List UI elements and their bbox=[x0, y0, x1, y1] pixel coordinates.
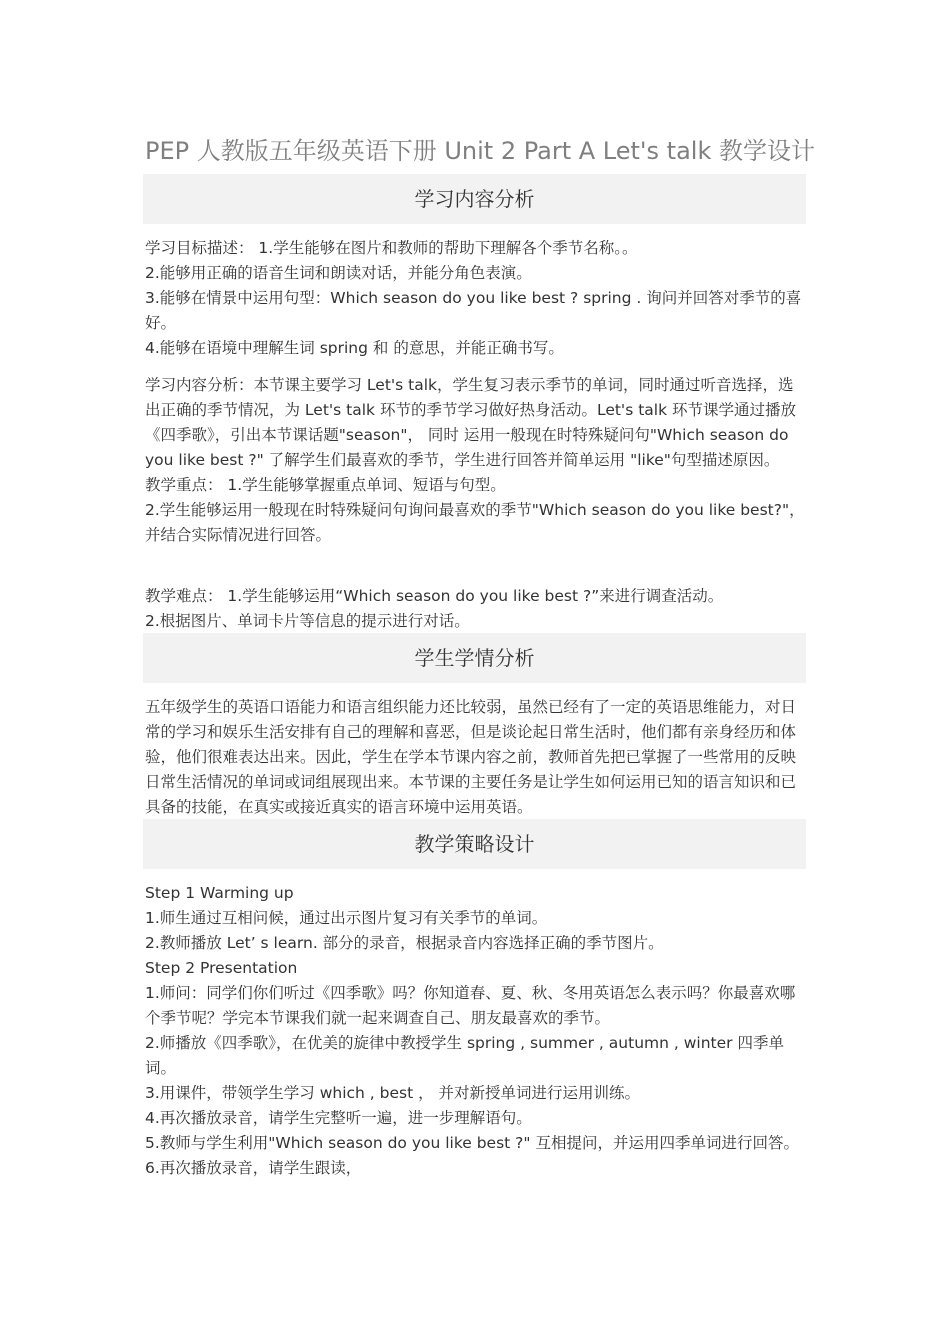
paragraph: 五年级学生的英语口语能力和语言组织能力还比较弱，虽然已经有了一定的英语思维能力，对日常的学习和娱乐生活安排有自己的理解和喜恶，但是谈论起日常生活时，他们都有亲身经历和体验，他们很难表达出来。因此，学生在学本节课内容之前，教师首先把已掌握了一些常用的反映日常生活情况的单词或词组展现出来。本节课的主要任务是让学生如何运用已知的语言知识和已具备的技能，在真实或接近真实的语言环境中运用英语。 bbox=[145, 698, 797, 816]
paragraph: 2.能够用正确的语音生词和朗读对话，并能分角色表演。 bbox=[145, 264, 532, 282]
teaching-difficulties-block bbox=[145, 584, 807, 634]
step-heading: Step 2 Presentation bbox=[145, 959, 298, 977]
paragraph: 6.再次播放录音，请学生跟读， bbox=[145, 1159, 362, 1177]
document-title: PEP 人教版五年级英语下册 Unit 2 Part A Let's talk 教学设计 bbox=[145, 137, 815, 165]
teaching-steps-block bbox=[145, 881, 807, 1181]
section-heading-student-analysis: 学生学情分析 bbox=[143, 633, 806, 683]
paragraph: 3.用课件，带领学生学习 which , best ， 并对新授单词进行运用训练。 bbox=[145, 1084, 641, 1102]
paragraph: 1.师生通过互相问候，通过出示图片复习有关季节的单词。 bbox=[145, 909, 548, 927]
section-heading-content-analysis: 学习内容分析 bbox=[143, 174, 806, 224]
paragraph: 1.师问：同学们你们听过《四季歌》吗？你知道春、夏、秋、冬用英语怎么表示吗？你最喜欢哪个季节呢？学完本节课我们就一起来调查自己、朋友最喜欢的季节。 bbox=[145, 984, 796, 1027]
paragraph: 4.再次播放录音，请学生完整听一遍，进一步理解语句。 bbox=[145, 1109, 532, 1127]
paragraph: 4.能够在语境中理解生词 spring 和 的意思，并能正确书写。 bbox=[145, 339, 564, 357]
learning-objectives-block bbox=[145, 236, 807, 361]
paragraph: 5.教师与学生利用"Which season do you like best ?" 互相提问，并运用四季单词进行回答。 bbox=[145, 1134, 799, 1152]
paragraph: 教学重点： 1.学生能够掌握重点单词、短语与句型。 bbox=[145, 476, 506, 494]
paragraph: 2.学生能够运用一般现在时特殊疑问句询问最喜欢的季节"Which season do you like best?"，并结合实际情况进行回答。 bbox=[145, 501, 805, 544]
content-analysis-block bbox=[145, 373, 807, 548]
paragraph: 学习目标描述： 1.学生能够在图片和教师的帮助下理解各个季节名称。。 bbox=[145, 239, 638, 257]
paragraph: 2.师播放《四季歌》，在优美的旋律中教授学生 spring , summer , autumn , winter 四季单词。 bbox=[145, 1034, 784, 1077]
paragraph: 2.教师播放 Let’ s learn. 部分的录音，根据录音内容选择正确的季节图片。 bbox=[145, 934, 664, 952]
paragraph: 2.根据图片、单词卡片等信息的提示进行对话。 bbox=[145, 612, 470, 630]
student-analysis-block bbox=[145, 695, 807, 820]
paragraph: 学习内容分析：本节课主要学习 Let's talk，学生复习表示季节的单词，同时通过听音选择，选出正确的季节情况，为 Let's talk 环节的季节学习做好热身活动。Let's talk 环节课学通过播放《四季歌》，引出本节课话题"season"， 同时 运用一般现在时特殊疑问句"Which season do you like best ?" 了解学生们最喜欢的季节，学生进行回答并简单运用 "like"句型描述原因。 bbox=[145, 376, 796, 469]
step-heading: Step 1 Warming up bbox=[145, 884, 294, 902]
paragraph: 3.能够在情景中运用句型：Which season do you like best ? spring . 询问并回答对季节的喜好。 bbox=[145, 289, 802, 332]
paragraph: 教学难点： 1.学生能够运用“Which season do you like best ?”来进行调查活动。 bbox=[145, 587, 724, 605]
section-heading-teaching-strategy: 教学策略设计 bbox=[143, 819, 806, 869]
